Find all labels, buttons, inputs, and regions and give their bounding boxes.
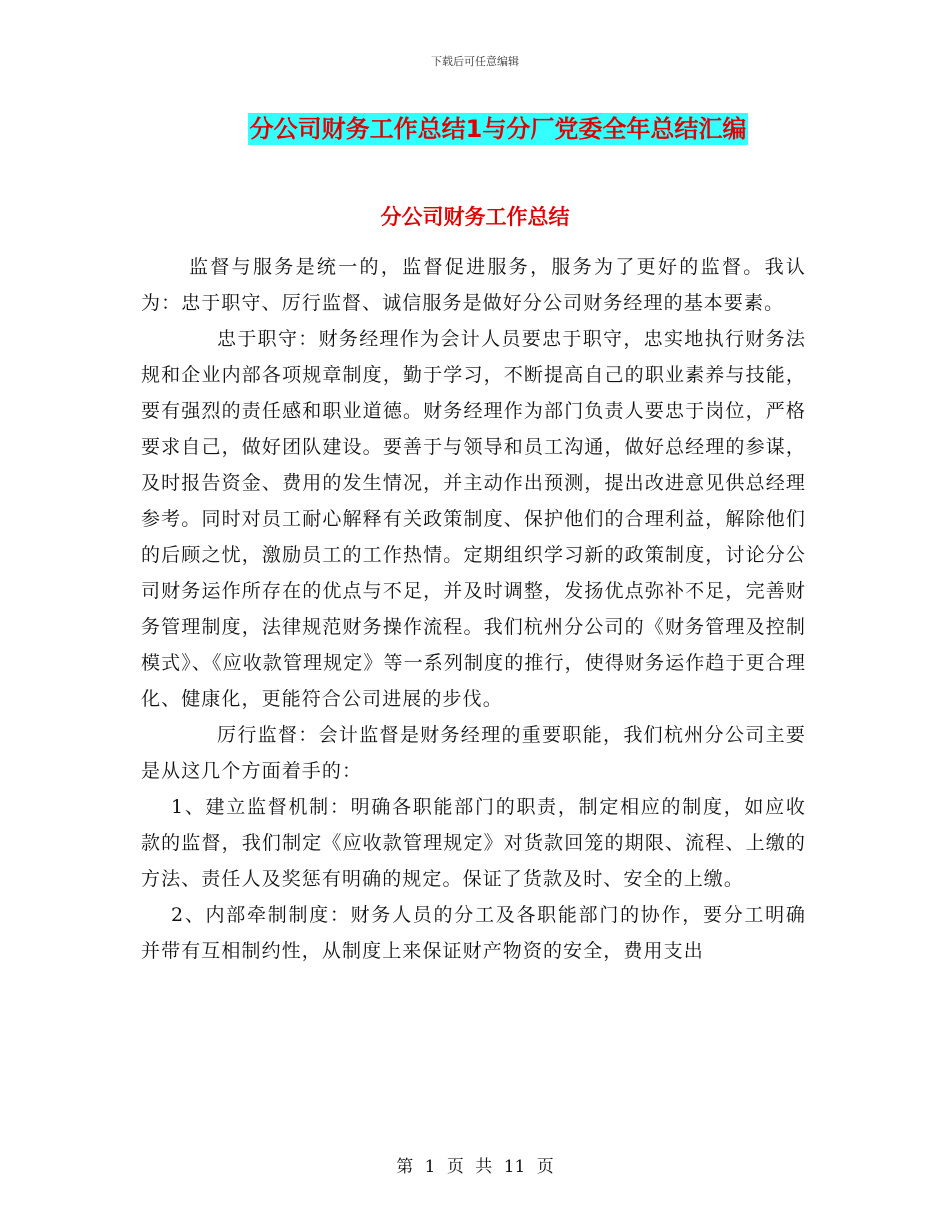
paragraph-item-1: 1、建立监督机制：明确各职能部门的职责，制定相应的制度，如应收款的监督，我们制定《应收款管理规定》对货款回笼的期限、流程、上缴的方法、责任人及奖惩有明确的规定。保证了货款及时、安全的上缴。 [141, 796, 806, 890]
page-footer: 第 1 页 共 11 页 [396, 1157, 554, 1177]
paragraph-item-2: 2、内部牵制制度：财务人员的分工及各职能部门的协作，要分工明确并带有互相制约性，从制度上来保证财产物资的安全，费用支出 [141, 904, 806, 962]
paragraph-supervision: 厉行监督：会计监督是财务经理的重要职能，我们杭州分公司主要是从这几个方面着手的： [141, 724, 806, 782]
section-title: 分公司财务工作总结 [380, 205, 570, 229]
body-text [141, 249, 806, 969]
paragraph-intro: 监督与服务是统一的，监督促进服务，服务为了更好的监督。我认为：忠于职守、厉行监督、诚信服务是做好分公司财务经理的基本要素。 [141, 256, 806, 314]
header-note: 下载后可任意编辑 [431, 55, 519, 68]
paragraph-loyalty: 忠于职守：财务经理作为会计人员要忠于职守，忠实地执行财务法规和企业内部各项规章制度，勤于学习，不断提高自己的职业素养与技能，要有强烈的责任感和职业道德。财务经理作为部门负责人要忠于岗位，严格要求自己，做好团队建设。要善于与领导和员工沟通，做好总经理的参谋，及时报告资金、费用的发生情况，并主动作出预测，提出改进意见供总经理参考。同时对员工耐心解释有关政策制度、保护他们的合理利益，解除他们的后顾之忧，激励员工的工作热情。定期组织学习新的政策制度，讨论分公司财务运作所存在的优点与不足，并及时调整，发扬优点弥补不足，完善财务管理制度，法律规范财务操作流程。我们杭州分公司的《财务管理及控制模式》、《应收款管理规定》等一系列制度的推行，使得财务运作趋于更合理化、健康化，更能符合公司进展的步伐。 [141, 328, 806, 710]
document-title: 分公司财务工作总结1与分厂党委全年总结汇编 [249, 115, 747, 143]
document-title-wrapper [0, 113, 950, 145]
